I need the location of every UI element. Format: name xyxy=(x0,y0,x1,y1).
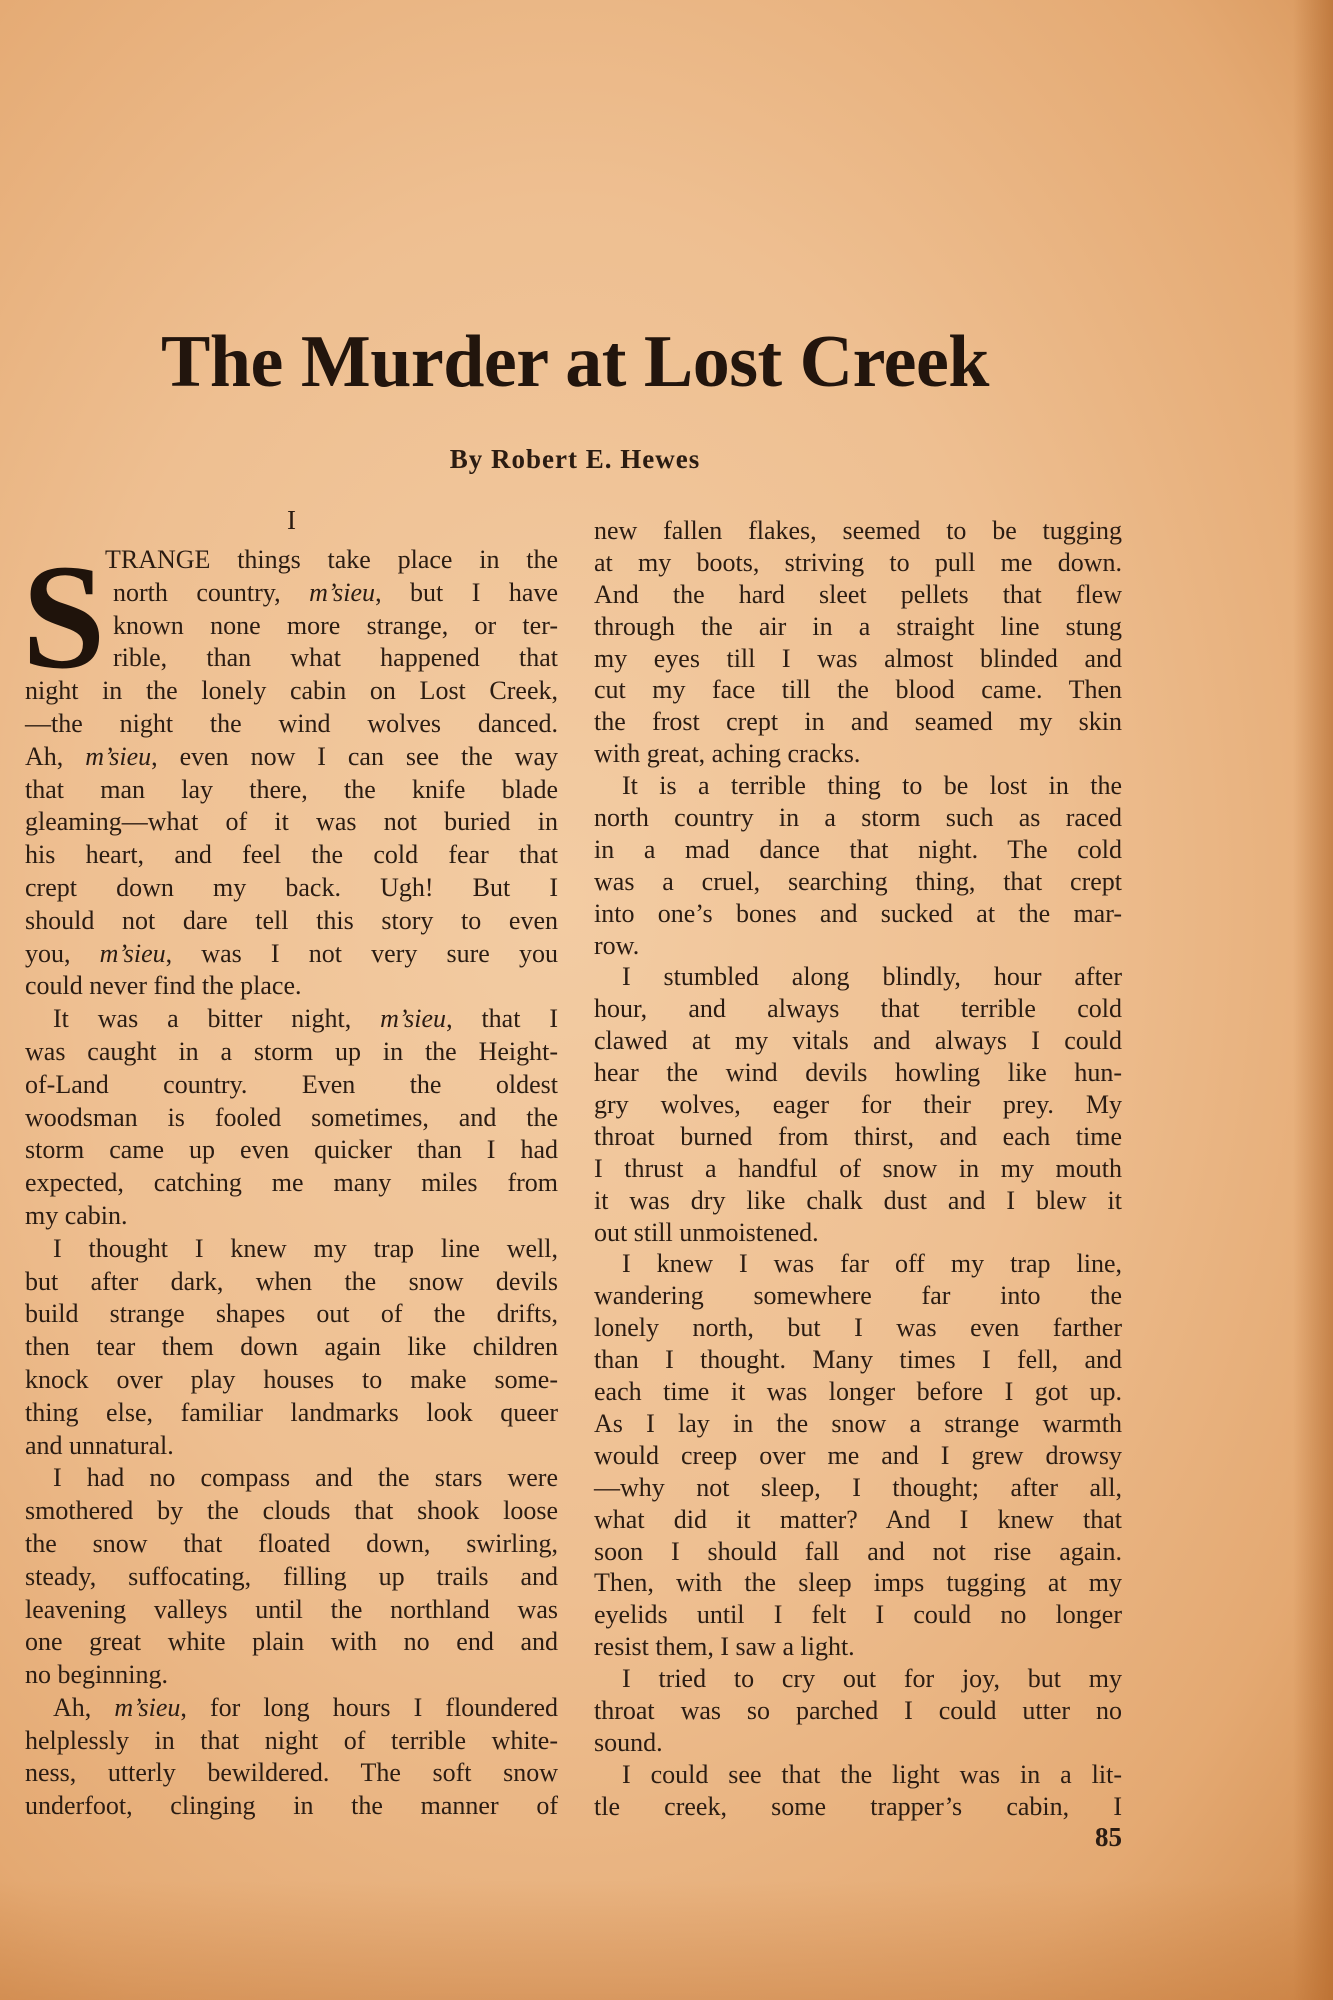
paragraph xyxy=(594,515,1122,770)
text-line: I thrust a handful of snow in my mouth xyxy=(594,1153,1122,1183)
text-line: the snow that floated down, swirling, xyxy=(25,1528,558,1558)
text-line: I tried to cry out for joy, but my xyxy=(622,1664,1122,1694)
text-line: throat burned from thirst, and each time xyxy=(594,1121,1122,1151)
text-line: I had no compass and the stars were xyxy=(53,1463,558,1493)
text-line: soon I should fall and not rise again. xyxy=(594,1536,1122,1566)
text-line: each time it was longer before I got up. xyxy=(594,1377,1122,1407)
text-line: then tear them down again like children xyxy=(25,1332,558,1362)
left-column xyxy=(25,544,558,1823)
text-line: could never find the place. xyxy=(25,971,302,1001)
right-column xyxy=(594,515,1122,1823)
paragraph xyxy=(594,1248,1122,1663)
story-title: The Murder at Lost Creek xyxy=(161,321,989,403)
text-line: helplessly in that night of terrible white- xyxy=(25,1725,558,1755)
text-line: would creep over me and I grew drowsy xyxy=(594,1440,1122,1470)
paragraph xyxy=(594,961,1122,1248)
text-line: expected, catching me many miles from xyxy=(25,1168,558,1198)
text-line: the frost crept in and seamed my skin xyxy=(594,707,1122,737)
text-line: crept down my back. Ugh! But I xyxy=(25,872,558,902)
text-line: gleaming—what of it was not buried in xyxy=(25,807,558,837)
paragraph xyxy=(594,1759,1122,1823)
text-line: It is a terrible thing to be lost in the xyxy=(622,771,1122,801)
text-line: one great white plain with no end and xyxy=(25,1627,558,1657)
paragraph xyxy=(594,1663,1122,1759)
text-line: my eyes till I was almost blinded and xyxy=(594,643,1122,673)
text-line: woodsman is fooled sometimes, and the xyxy=(25,1102,558,1132)
paragraph xyxy=(25,1462,558,1692)
text-line: Ah, m’sieu, for long hours I floundered xyxy=(53,1692,558,1722)
text-line: Then, with the sleep imps tugging at my xyxy=(594,1568,1122,1598)
text-line: I stumbled along blindly, hour after xyxy=(622,962,1122,992)
text-line: hour, and always that terrible cold xyxy=(594,994,1122,1024)
text-line: and unnatural. xyxy=(25,1430,174,1460)
text-line: that man lay there, the knife blade xyxy=(25,774,558,804)
text-line: knock over play houses to make some- xyxy=(25,1364,558,1394)
text-line: TRANGE things take place in the xyxy=(105,545,558,574)
text-line: —why not sleep, I thought; after all, xyxy=(594,1472,1122,1502)
text-line: it was dry like chalk dust and I blew it xyxy=(594,1185,1122,1215)
text-line: new fallen flakes, seemed to be tugging xyxy=(594,516,1122,545)
page-number: 85 xyxy=(1095,1822,1122,1852)
text-line: known none more strange, or ter- xyxy=(113,610,558,640)
text-line: tle creek, some trapper’s cabin, I xyxy=(594,1791,1122,1821)
text-line: night in the lonely cabin on Lost Creek, xyxy=(25,676,558,706)
text-line: leavening valleys until the northland was xyxy=(25,1594,558,1624)
text-line: but after dark, when the snow devils xyxy=(25,1266,558,1296)
text-line: his heart, and feel the cold fear that xyxy=(25,840,558,870)
text-line: throat was so parched I could utter no xyxy=(594,1695,1122,1725)
text-line: resist them, I saw a light. xyxy=(594,1632,855,1662)
text-line: I could see that the light was in a lit- xyxy=(622,1759,1122,1789)
text-line: underfoot, clinging in the manner of xyxy=(25,1791,558,1821)
text-line: steady, suffocating, filling up trails and xyxy=(25,1561,558,1591)
text-line: through the air in a straight line stung xyxy=(594,611,1122,641)
page-bottom-shadow xyxy=(0,1880,1333,2000)
text-line: row. xyxy=(594,930,640,960)
text-line: hear the wind devils howling like hun- xyxy=(594,1058,1122,1088)
text-line: north country in a storm such as raced xyxy=(594,803,1122,833)
text-line: storm came up even quicker than I had xyxy=(25,1135,558,1165)
text-line: Ah, m’sieu, even now I can see the way xyxy=(25,741,558,771)
text-line: build strange shapes out of the drifts, xyxy=(25,1299,558,1329)
byline: By Robert E. Hewes xyxy=(449,444,701,474)
text-line: clawed at my vitals and always I could xyxy=(594,1026,1122,1056)
text-line: I knew I was far off my trap line, xyxy=(622,1249,1122,1279)
text-line: lonely north, but I was even farther xyxy=(594,1313,1122,1343)
text-line: wandering somewhere far into the xyxy=(594,1281,1122,1311)
text-line: my cabin. xyxy=(25,1200,128,1230)
text-line: thing else, familiar landmarks look queer xyxy=(25,1397,558,1427)
text-line: ness, utterly bewildered. The soft snow xyxy=(25,1758,558,1788)
text-line: in a mad dance that night. The cold xyxy=(594,834,1122,864)
text-line: into one’s bones and sucked at the mar- xyxy=(594,898,1122,928)
drop-cap: S xyxy=(22,534,106,700)
text-line: north country, m’sieu, but I have xyxy=(113,577,558,607)
text-line: smothered by the clouds that shook loose xyxy=(25,1496,558,1526)
text-line: with great, aching cracks. xyxy=(594,739,861,769)
text-line: cut my face till the blood came. Then xyxy=(594,675,1122,705)
text-line: at my boots, striving to pull me down. xyxy=(594,547,1122,577)
text-line: of-Land country. Even the oldest xyxy=(25,1069,558,1099)
paragraph xyxy=(25,1003,558,1233)
text-line: rible, than what happened that xyxy=(113,643,558,673)
text-line: you, m’sieu, was I not very sure you xyxy=(25,938,558,968)
text-line: should not dare tell this story to even xyxy=(25,905,558,935)
text-line: I thought I knew my trap line well, xyxy=(53,1233,558,1263)
paragraph xyxy=(25,544,558,1003)
paragraph xyxy=(25,1692,558,1823)
paragraph xyxy=(25,1233,558,1463)
page-edge-shadow xyxy=(1293,0,1333,2000)
text-line: was caught in a storm up in the Height- xyxy=(25,1036,558,1066)
text-line: out still unmoistened. xyxy=(594,1217,819,1247)
text-line: sound. xyxy=(594,1727,663,1757)
text-line: —the night the wind wolves danced. xyxy=(25,708,558,738)
text-line: what did it matter? And I knew that xyxy=(594,1504,1122,1534)
text-line: It was a bitter night, m’sieu, that I xyxy=(53,1004,558,1034)
text-line: As I lay in the snow a strange warmth xyxy=(594,1408,1122,1438)
text-line: eyelids until I felt I could no longer xyxy=(594,1600,1122,1630)
text-line: was a cruel, searching thing, that crept xyxy=(594,866,1122,896)
text-line: no beginning. xyxy=(25,1660,168,1690)
paragraph xyxy=(594,770,1122,961)
section-number: I xyxy=(287,505,296,535)
text-line: gry wolves, eager for their prey. My xyxy=(594,1090,1122,1120)
text-line: than I thought. Many times I fell, and xyxy=(594,1345,1122,1375)
text-line: And the hard sleet pellets that flew xyxy=(594,579,1122,609)
